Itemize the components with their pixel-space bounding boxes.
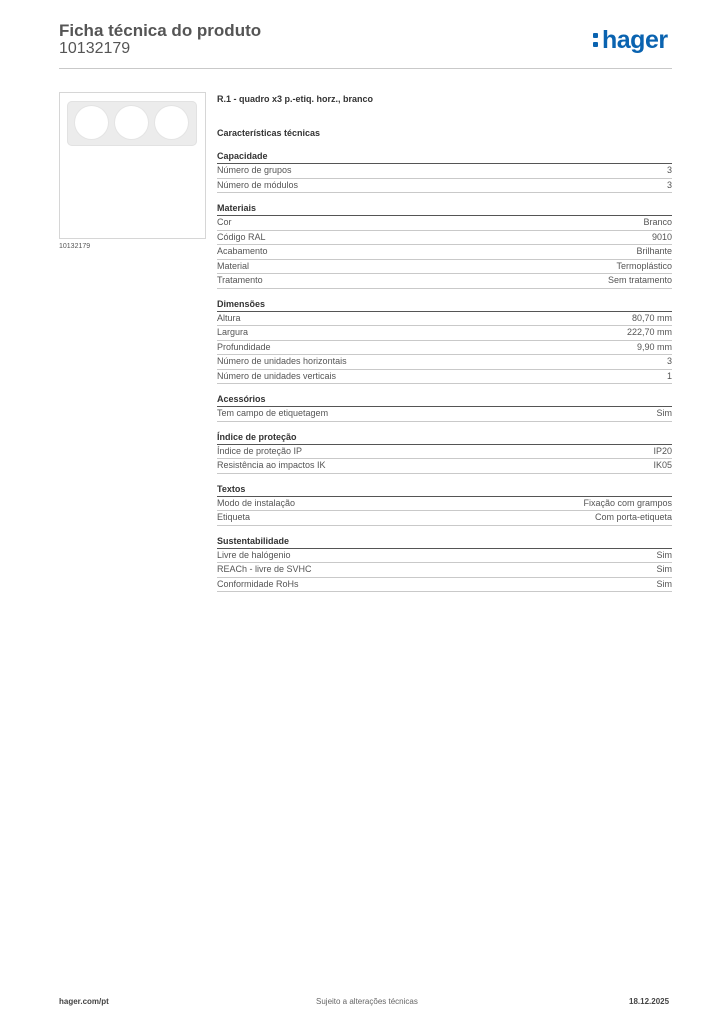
spec-value: Sim bbox=[656, 408, 672, 418]
spec-value: Sim bbox=[656, 564, 672, 574]
logo-text: hager bbox=[602, 26, 668, 54]
spec-row bbox=[217, 164, 672, 179]
spec-value: Branco bbox=[643, 217, 672, 227]
spec-value: Com porta-etiqueta bbox=[594, 512, 672, 522]
spec-row bbox=[217, 355, 672, 370]
spec-label: Cor bbox=[217, 217, 232, 227]
spec-row bbox=[217, 497, 672, 512]
footer-website[interactable]: hager.com/pt bbox=[59, 997, 109, 1006]
spec-row bbox=[217, 326, 672, 341]
spec-label: Modo de instalação bbox=[217, 497, 296, 508]
frame-plate-icon bbox=[67, 101, 197, 146]
spec-value: Sim bbox=[656, 549, 672, 560]
spec-label: Altura bbox=[217, 312, 241, 323]
image-caption: 10132179 bbox=[59, 243, 91, 250]
spec-section bbox=[217, 394, 672, 422]
spec-row bbox=[217, 245, 672, 260]
spec-row bbox=[217, 260, 672, 275]
spec-row bbox=[217, 549, 672, 564]
spec-content bbox=[217, 94, 672, 592]
spec-value: IP20 bbox=[653, 445, 672, 456]
spec-value: 9010 bbox=[651, 231, 672, 242]
section-title: Acessórios bbox=[217, 394, 672, 407]
spec-row bbox=[217, 231, 672, 246]
spec-value: Sim bbox=[656, 578, 672, 589]
spec-section bbox=[217, 299, 672, 385]
spec-label: Material bbox=[217, 260, 250, 271]
footer-date: 18.12.2025 bbox=[629, 997, 670, 1006]
spec-value: IK05 bbox=[653, 460, 672, 470]
spec-label: Livre de halógenio bbox=[217, 549, 291, 560]
hager-logo bbox=[593, 26, 668, 55]
spec-value: Sem tratamento bbox=[607, 275, 672, 285]
product-name: R.1 - quadro x3 p.-etiq. horz., branco bbox=[217, 94, 374, 104]
spec-row bbox=[217, 370, 672, 385]
spec-value: Fixação com grampos bbox=[583, 497, 672, 508]
section-title: Dimensões bbox=[217, 299, 672, 312]
spec-value: 3 bbox=[666, 356, 672, 366]
product-image bbox=[59, 92, 206, 239]
spec-value: 9,90 mm bbox=[636, 341, 672, 352]
spec-label: REACh - livre de SVHC bbox=[217, 564, 312, 574]
spec-row bbox=[217, 407, 672, 422]
section-heading: Características técnicas bbox=[217, 128, 321, 138]
spec-value: Termoplástico bbox=[616, 260, 672, 271]
spec-label: Índice de proteção IP bbox=[217, 445, 303, 456]
spec-section bbox=[217, 151, 672, 193]
spec-row bbox=[217, 341, 672, 356]
spec-row bbox=[217, 216, 672, 231]
spec-label: Acabamento bbox=[217, 246, 268, 256]
spec-section bbox=[217, 203, 672, 289]
spec-value: Brilhante bbox=[636, 246, 672, 256]
section-title: Índice de proteção bbox=[217, 432, 672, 445]
spec-value: 3 bbox=[666, 165, 672, 175]
spec-label: Número de unidades horizontais bbox=[217, 356, 347, 366]
spec-section bbox=[217, 536, 672, 593]
spec-label: Tratamento bbox=[217, 275, 263, 285]
spec-label: Número de grupos bbox=[217, 165, 292, 175]
spec-value: 3 bbox=[666, 179, 672, 190]
spec-label: Etiqueta bbox=[217, 512, 251, 522]
section-title: Capacidade bbox=[217, 151, 672, 164]
spec-label: Número de unidades verticais bbox=[217, 370, 337, 381]
spec-row bbox=[217, 511, 672, 526]
spec-sections bbox=[217, 151, 672, 592]
spec-row bbox=[217, 179, 672, 194]
spec-label: Número de módulos bbox=[217, 179, 299, 190]
spec-label: Código RAL bbox=[217, 231, 266, 242]
page-title: Ficha técnica do produto bbox=[59, 21, 262, 40]
spec-value: 1 bbox=[666, 370, 672, 381]
spec-row bbox=[217, 312, 672, 327]
spec-row bbox=[217, 459, 672, 474]
spec-value: 222,70 mm bbox=[626, 327, 672, 337]
spec-row bbox=[217, 578, 672, 593]
spec-label: Profundidade bbox=[217, 341, 271, 352]
spec-label: Largura bbox=[217, 327, 249, 337]
logo-dots-icon bbox=[593, 31, 600, 49]
footer-note: Sujeito a alterações técnicas bbox=[316, 997, 418, 1006]
product-code: 10132179 bbox=[59, 40, 131, 57]
spec-label: Conformidade RoHs bbox=[217, 578, 299, 589]
header-divider bbox=[59, 68, 672, 69]
spec-section bbox=[217, 432, 672, 474]
section-title: Sustentabilidade bbox=[217, 536, 672, 549]
section-title: Textos bbox=[217, 484, 672, 497]
spec-label: Resistência ao impactos IK bbox=[217, 460, 326, 470]
spec-label: Tem campo de etiquetagem bbox=[217, 408, 329, 418]
spec-section bbox=[217, 484, 672, 526]
section-title: Materiais bbox=[217, 203, 672, 216]
spec-row bbox=[217, 445, 672, 460]
spec-row bbox=[217, 563, 672, 578]
spec-value: 80,70 mm bbox=[631, 312, 672, 323]
spec-row bbox=[217, 274, 672, 289]
